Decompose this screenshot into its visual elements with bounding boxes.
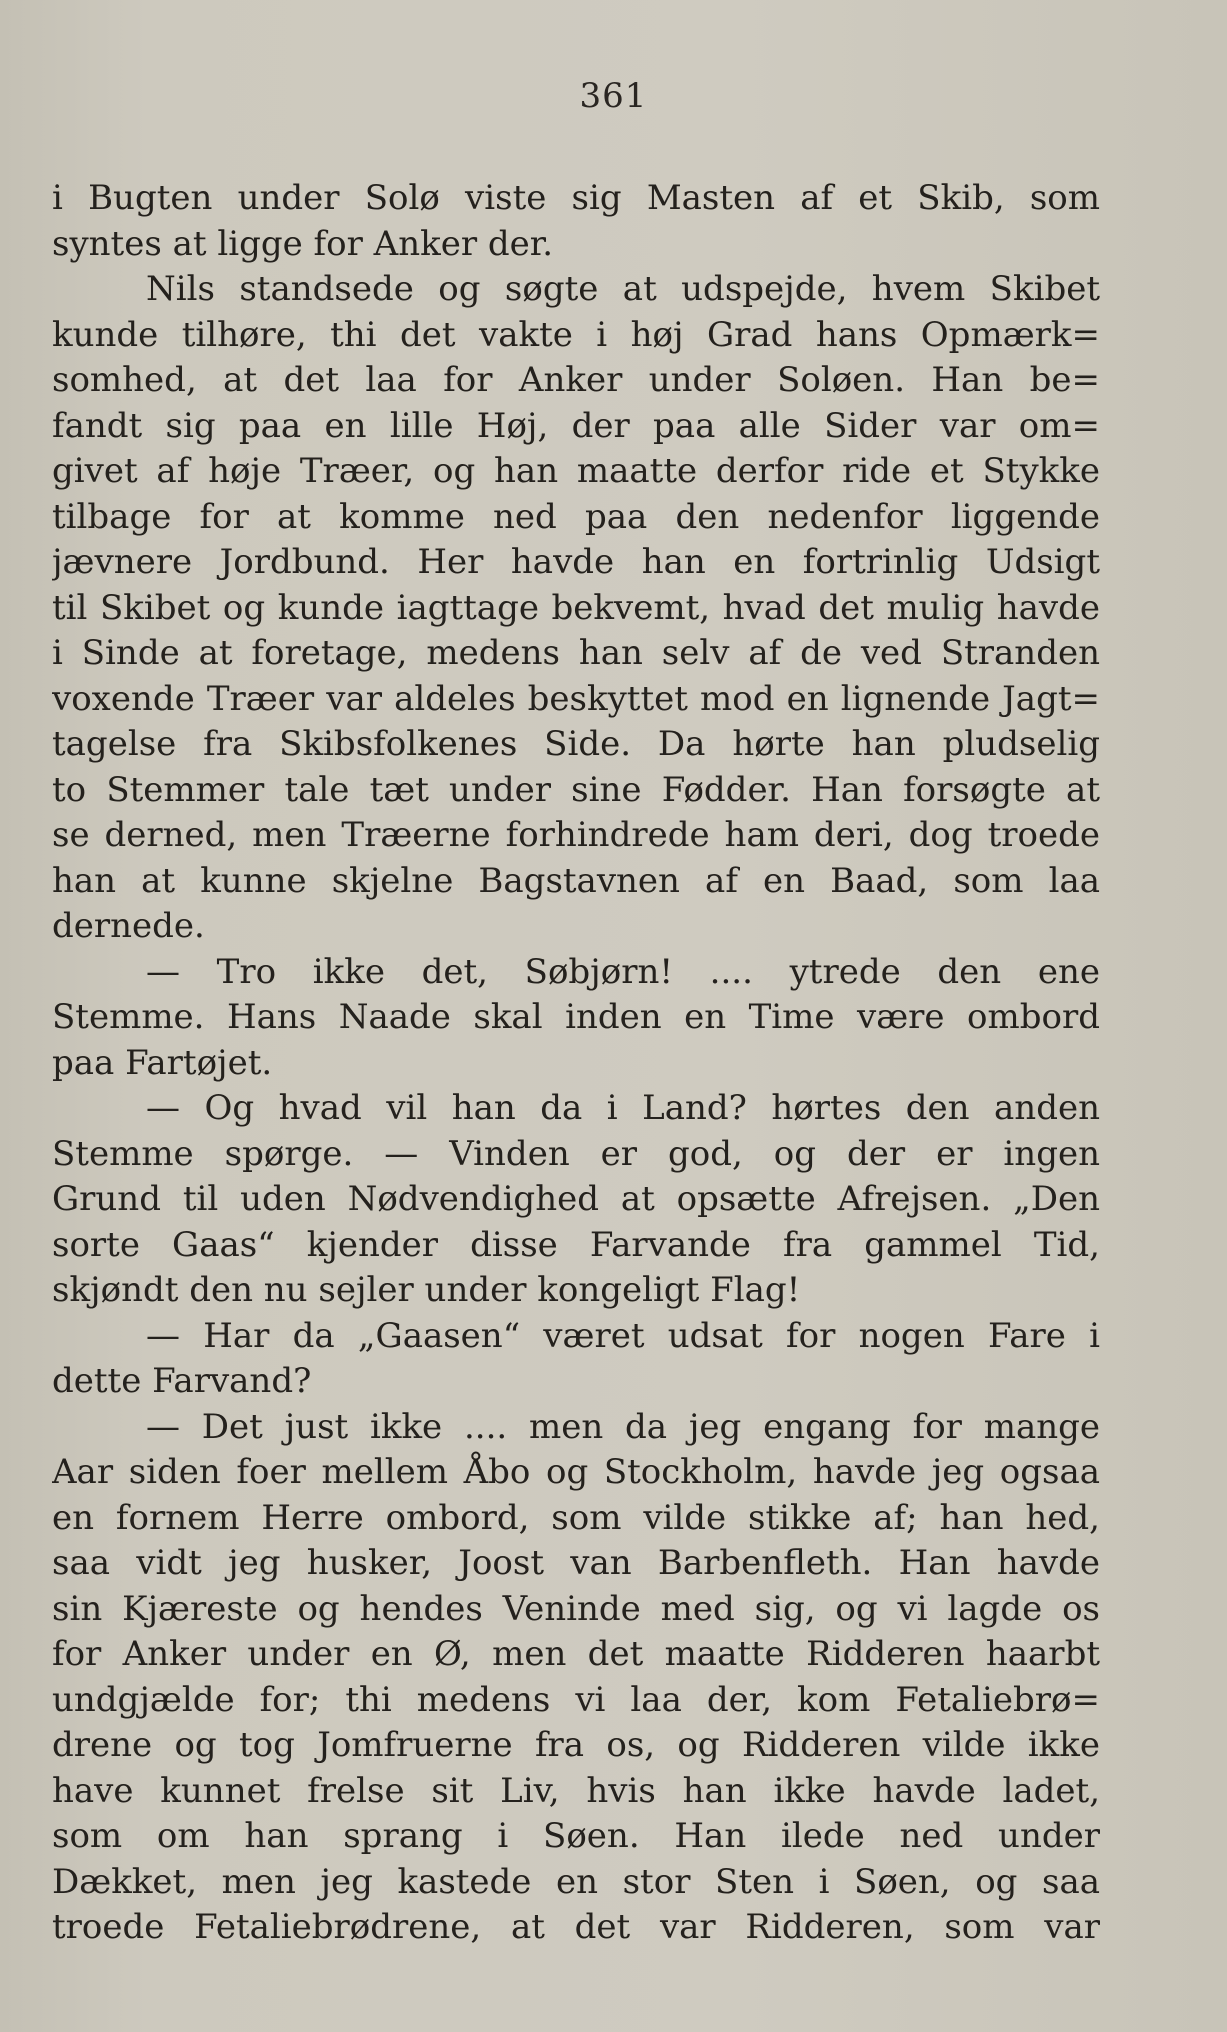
text-line: givet af høje Træer, og han maatte derfor ride et Stykke [52, 451, 1100, 491]
text-line: undgjælde for; thi medens vi laa der, kom Fetaliebrø= [52, 1679, 1100, 1720]
text-line: sin Kjæreste og hendes Veninde med sig, og vi lagde os [52, 1588, 1100, 1629]
body-text [52, 176, 1100, 1951]
text-line: sorte Gaas“ kjender disse Farvande fra gammel Tid, [52, 1224, 1100, 1265]
text-line: skjøndt den nu sejler under kongeligt Flag! [52, 1270, 801, 1310]
text-line: jævnere Jordbund. Her havde han en fortrinlig Udsigt [52, 542, 1100, 582]
page-number: 361 [579, 76, 648, 116]
text-line: Grund til uden Nødvendighed at opsætte Afrejsen. „Den [52, 1179, 1100, 1219]
text-line: han at kunne skjelne Bagstavnen af en Baad, som laa [52, 860, 1100, 901]
text-line: en fornem Herre ombord, som vilde stikke af; han hed, [52, 1497, 1100, 1538]
text-line: Stemme. Hans Naade skal inden en Time være ombord [52, 997, 1100, 1037]
text-line: i Sinde at foretage, medens han selv af de ved Stranden [52, 633, 1100, 673]
text-line: saa vidt jeg husker, Joost van Barbenfleth. Han havde [52, 1543, 1100, 1583]
text-line: Nils standsede og søgte at udspejde, hvem Skibet [146, 269, 1100, 309]
text-line: paa Fartøjet. [52, 1042, 273, 1083]
text-line: til Skibet og kunde iagttage bekvemt, hvad det mulig havde [52, 587, 1100, 628]
text-line: — Tro ikke det, Søbjørn! .... ytrede den ene [146, 951, 1100, 992]
text-line: i Bugten under Solø viste sig Masten af et Skib, som [52, 178, 1100, 218]
text-line: som om han sprang i Søen. Han ilede ned under [52, 1816, 1100, 1856]
text-line: tilbage for at komme ned paa den nedenfor liggende [52, 496, 1100, 537]
text-line: to Stemmer tale tæt under sine Fødder. Han forsøgte at [52, 769, 1100, 810]
text-line: fandt sig paa en lille Høj, der paa alle Sider var om= [52, 405, 1100, 446]
text-line: — Det just ikke .... men da jeg engang for mange [146, 1406, 1100, 1447]
text-line: se derned, men Træerne forhindrede ham deri, dog troede [52, 815, 1100, 855]
text-line: have kunnet frelse sit Liv, hvis han ikke havde ladet, [52, 1770, 1100, 1811]
text-line: Stemme spørge. — Vinden er god, og der er ingen [52, 1133, 1100, 1174]
text-line: voxende Træer var aldeles beskyttet mod en lignende Jagt= [52, 678, 1100, 719]
text-line: somhed, at det laa for Anker under Soløen. Han be= [52, 360, 1100, 400]
text-line: syntes at ligge for Anker der. [52, 223, 554, 264]
text-line: drene og tog Jomfruerne fra os, og Ridderen vilde ikke [52, 1725, 1100, 1765]
text-line: — Og hvad vil han da i Land? hørtes den anden [146, 1088, 1100, 1128]
text-line: for Anker under en Ø, men det maatte Ridderen haarbt [52, 1634, 1100, 1674]
text-line: troede Fetaliebrødrene, at det var Ridderen, som var [52, 1907, 1100, 1947]
text-line: tagelse fra Skibsfolkenes Side. Da hørte han pludselig [52, 724, 1100, 764]
text-line: Aar siden foer mellem Åbo og Stockholm, havde jeg ogsaa [52, 1452, 1100, 1492]
text-line: dette Farvand? [52, 1361, 312, 1401]
text-line: Dækket, men jeg kastede en stor Sten i Søen, og saa [52, 1861, 1100, 1902]
text-line: dernede. [52, 906, 205, 946]
text-line: kunde tilhøre, thi det vakte i høj Grad hans Opmærk= [52, 314, 1100, 355]
text-line: — Har da „Gaasen“ været udsat for nogen Fare i [146, 1315, 1100, 1356]
